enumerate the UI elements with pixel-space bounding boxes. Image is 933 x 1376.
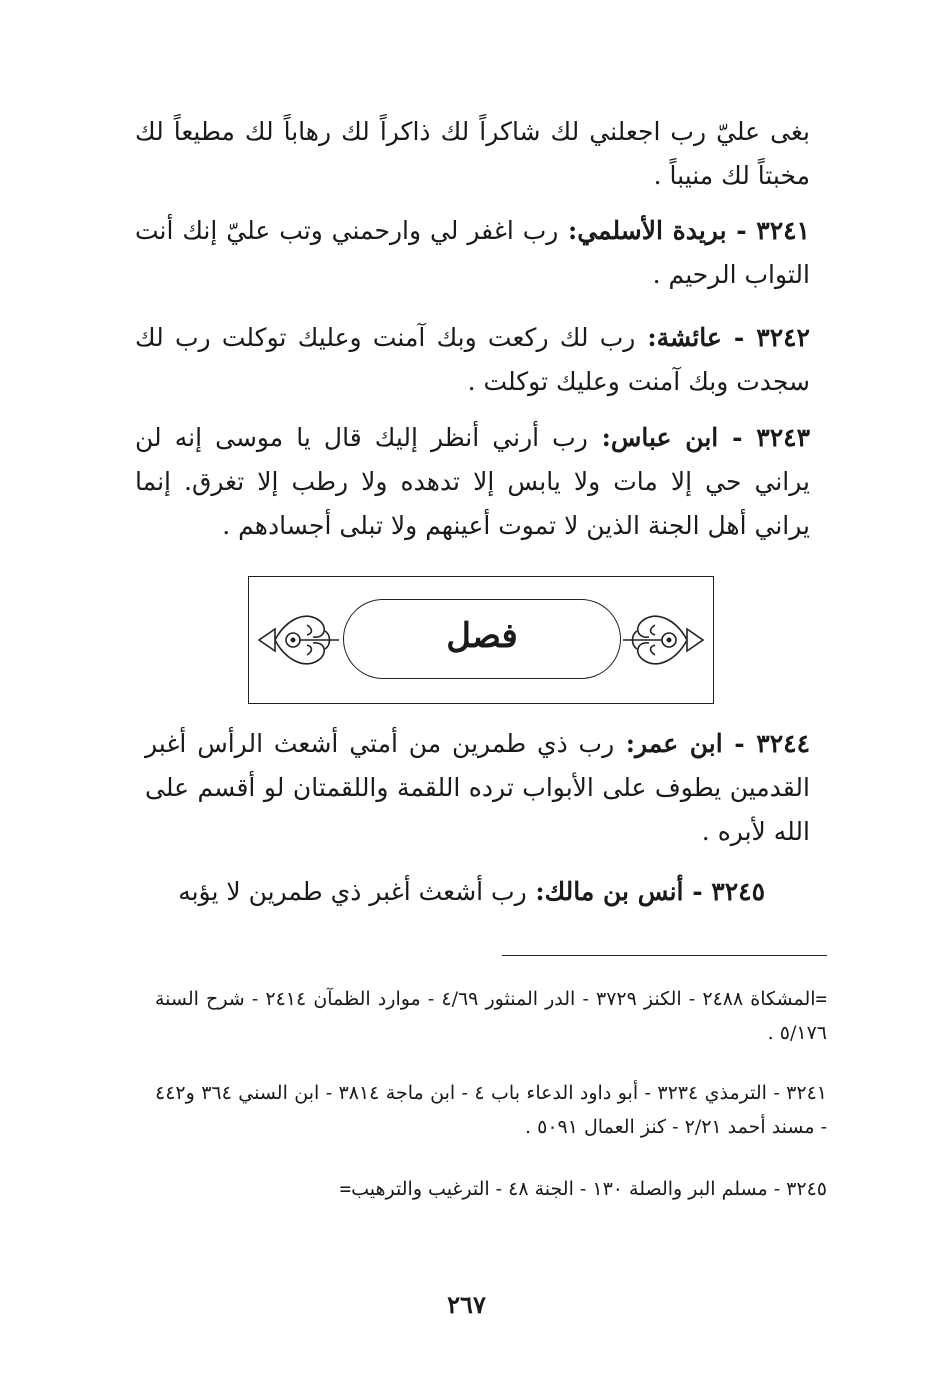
entry-text: رب ذي طمرين من أمتي أشعث الرأس أغبر القدمين يطوف على الأبواب ترده اللقمة واللقمتان لو أقسم على الله لأبره . <box>145 729 810 846</box>
entry-text: رب لك ركعت وبك آمنت وعليك توكلت رب لك سجدت وبك آمنت وعليك توكلت . <box>135 323 810 396</box>
entry-3242 <box>135 316 810 404</box>
entry-number: ٣٢٤٢ - <box>721 323 810 352</box>
narrator-name: ابن عمر: <box>614 729 723 758</box>
entry-text: رب أرني أنظر إليك قال يا موسى إنه لن يراني حي إلا مات ولا يابس إلا تدهده ولا رطب إلا تغرق. إنما يراني أهل الجنة الذين لا تموت أعينهم ولا تبلى أجسادهم . <box>135 423 810 540</box>
narrator-name: عائشة: <box>635 323 722 352</box>
narrator-name: بريدة الأسلمي: <box>558 216 727 245</box>
footnote-3245 <box>155 1172 827 1206</box>
entry-text: بغى عليّ رب اجعلني لك شاكراً لك ذاكراً لك رهاباً لك مطيعاً لك مخبتاً لك منيباً . <box>135 117 810 190</box>
footnote-3241 <box>155 1076 827 1144</box>
entry-3245 <box>145 870 765 914</box>
entry-text: رب أشعث أغبر ذي طمرين لا يؤبه <box>178 877 527 906</box>
footnote-continuation <box>155 982 827 1050</box>
entry-number: ٣٢٤٣ - <box>718 423 810 452</box>
entry-continuation <box>135 110 810 198</box>
narrator-name: أنس بن مالك: <box>526 877 684 906</box>
entry-3243 <box>135 416 810 548</box>
entry-number: ٣٢٤٤ - <box>722 729 810 758</box>
continuation-mark: = <box>815 988 827 1010</box>
entry-number: ٣٢٤١ - <box>726 216 810 245</box>
narrator-name: ابن عباس: <box>587 423 719 452</box>
arabesque-ornament-icon <box>617 601 707 679</box>
entry-3244 <box>145 722 810 854</box>
footnote-separator <box>502 955 827 956</box>
footnote-text: ٣٢٤١ - الترمذي ٣٢٣٤ - أبو داود الدعاء باب ٤ - ابن ماجة ٣٨١٤ - ابن السني ٣٦٤ و٤٤٢ - مسند أحمد ٢/٢١ - كنز العمال ٥٠٩١ . <box>155 1082 827 1138</box>
section-banner <box>248 576 714 704</box>
footnote-text: المشكاة ٢٤٨٨ - الكنز ٣٧٢٩ - الدر المنثور ٤/٦٩ - موارد الظمآن ٢٤١٤ - شرح السنة ٥/١٧٦ . <box>155 988 827 1044</box>
continuation-mark: = <box>339 1178 352 1200</box>
entry-3241 <box>135 209 810 297</box>
footnote-text: ٣٢٤٥ - مسلم البر والصلة ١٣٠ - الجنة ٤٨ - الترغيب والترهيب <box>351 1178 827 1200</box>
banner-oval-frame <box>343 599 621 679</box>
entry-number: ٣٢٤٥ - <box>683 877 765 906</box>
arabesque-ornament-icon <box>255 601 345 679</box>
page-number: ٢٦٧ <box>447 1290 486 1319</box>
entry-text: رب اغفر لي وارحمني وتب عليّ إنك أنت التواب الرحيم . <box>135 216 810 289</box>
section-title: فصل <box>446 616 518 656</box>
